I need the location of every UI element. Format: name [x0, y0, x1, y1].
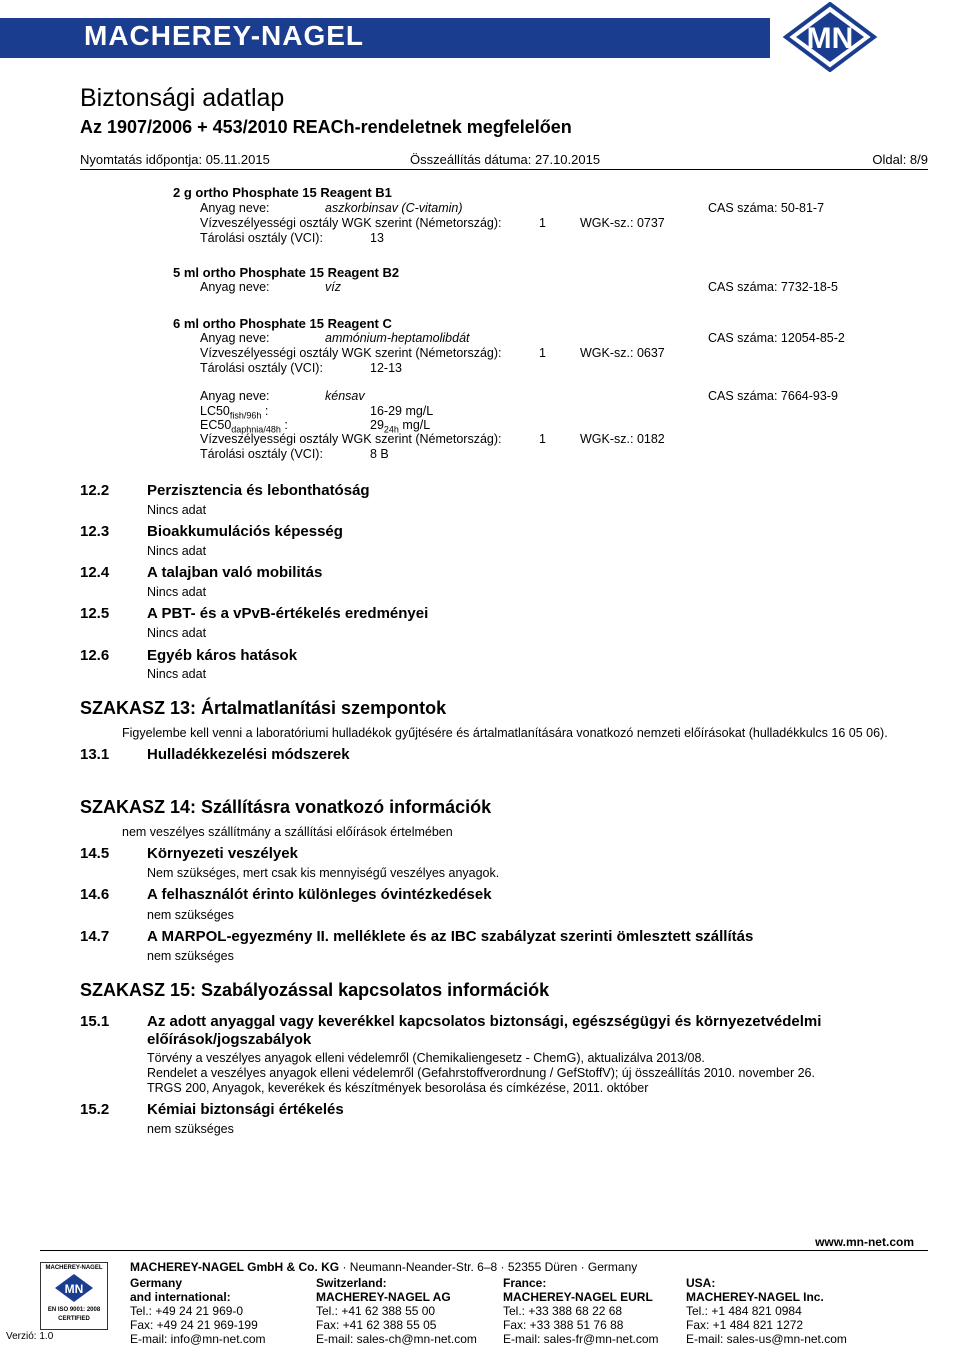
c2-lc50-value: 16-29 mg/L — [370, 404, 434, 418]
section-15-heading: SZAKASZ 15: Szabályozással kapcsolatos információk — [80, 980, 550, 1000]
s15-1-number: 15.1 — [80, 1013, 110, 1030]
c-wgk-label: Vízveszélyességi osztály WGK szerint (Németország): — [200, 346, 502, 360]
c2-wgk-label: Vízveszélyességi osztály WGK szerint (Németország): — [200, 432, 502, 446]
s12-3-title: Bioakkumulációs képesség — [147, 523, 343, 540]
document-version: Verzió: 1.0 — [6, 1331, 54, 1342]
badge-brand: MACHEREY-NAGEL — [45, 1265, 103, 1271]
s14-5-text: Nem szükséges, mert csak kis mennyiségű veszélyes anyagok. — [147, 866, 500, 880]
b1-wgk-value: 1 — [539, 216, 546, 230]
c2-wgk-number: WGK-sz.: 0182 — [580, 432, 665, 446]
section-13-text: Figyelembe kell venni a laboratóriumi hulladékok gyűjtésére és ártalmatlanítására vonatkozó nemzeti előírásokat (hulladékkulcs 16 05 06). — [122, 726, 888, 740]
reagent-c-title: 6 ml ortho Phosphate 15 Reagent C — [173, 316, 392, 331]
s14-7-number: 14.7 — [80, 928, 110, 945]
s14-7-text: nem szükséges — [147, 949, 234, 963]
s12-3-text: Nincs adat — [147, 544, 207, 558]
footer-contact-france: France: MACHEREY-NAGEL EURL Tel.: +33 388 68 22 68 Fax: +33 388 51 76 88 E-mail: sales-fr@mn-net.com — [503, 1276, 659, 1346]
c2-ec50-label: $EC50_{daphnia/48h}$ : — [200, 418, 288, 435]
s12-6-title: Egyéb káros hatások — [147, 647, 298, 664]
document-title: Biztonsági adatlap — [80, 84, 285, 112]
s13-1-title: Hulladékkezelési módszerek — [147, 746, 350, 763]
c2-cas: CAS száma: 7664-93-9 — [708, 389, 838, 403]
section-14-text: nem veszélyes szállítmány a szállítási előírások értelmében — [122, 825, 453, 839]
s12-2-number: 12.2 — [80, 482, 110, 499]
s12-5-number: 12.5 — [80, 605, 110, 622]
s14-5-number: 14.5 — [80, 845, 110, 862]
b2-name-label: Anyag neve: — [200, 280, 270, 294]
b2-cas: CAS száma: 7732-18-5 — [708, 280, 838, 294]
c2-name-label: Anyag neve: — [200, 389, 270, 403]
badge-certified: CERTIFIED — [58, 1316, 90, 1322]
c-storage-label: Tárolási osztály (VCI): — [200, 361, 323, 375]
s15-1-line: Törvény a veszélyes anyagok elleni védelemről (Chemikaliengesetz - ChemG), aktualizálva 2013/08. — [147, 1051, 705, 1065]
s15-2-number: 15.2 — [80, 1101, 110, 1118]
logo-text: MN — [806, 22, 854, 55]
c-substance-name: ammónium-heptamolibdát — [325, 331, 470, 345]
footer-contact-usa: USA: MACHEREY-NAGEL Inc. Tel.: +1 484 821 0984 Fax: +1 484 821 1272 E-mail: sales-us@mn-net.com — [686, 1276, 847, 1346]
s12-5-text: Nincs adat — [147, 626, 207, 640]
b1-storage-label: Tárolási osztály (VCI): — [200, 231, 323, 245]
c-wgk-value: 1 — [539, 346, 546, 360]
s12-4-number: 12.4 — [80, 564, 110, 581]
s13-1-number: 13.1 — [80, 746, 110, 763]
c-wgk-number: WGK-sz.: 0637 — [580, 346, 665, 360]
footer-contact-switzerland: Switzerland: MACHEREY-NAGEL AG Tel.: +41 62 388 55 00 Fax: +41 62 388 55 05 E-mail: sales-ch@mn-net.com — [316, 1276, 477, 1346]
s14-5-title: Környezeti veszélyek — [147, 845, 298, 862]
s12-3-number: 12.3 — [80, 523, 110, 540]
s14-6-text: nem szükséges — [147, 908, 234, 922]
svg-text:MN: MN — [64, 1282, 84, 1296]
s12-2-title: Perzisztencia és lebonthatóság — [147, 482, 370, 499]
b1-wgk-number: WGK-sz.: 0737 — [580, 216, 665, 230]
c2-ec50-value: $29_{24h}$ mg/L — [370, 418, 431, 435]
reagent-b2-title: 5 ml ortho Phosphate 15 Reagent B2 — [173, 265, 400, 280]
s14-6-title: A felhasználót érinto különleges óvintézkedések — [147, 886, 492, 903]
badge-logo-icon — [54, 1273, 94, 1303]
badge-iso: EN ISO 9001: 2008 — [47, 1307, 101, 1313]
footer-contact-germany: Germany and international: Tel.: +49 24 21 969-0 Fax: +49 24 21 969-199 E-mail: info@mn-net.com — [130, 1276, 266, 1346]
s12-4-text: Nincs adat — [147, 585, 207, 599]
page-number: Oldal: 8/9 — [872, 152, 928, 167]
b2-substance-name: víz — [325, 280, 341, 294]
s12-6-text: Nincs adat — [147, 667, 207, 681]
s14-7-title: A MARPOL-egyezmény II. melléklete és az IBC szabályzat szerinti ömlesztett szállítás — [147, 928, 754, 945]
s15-1-line: TRGS 200, Anyagok, keverékek és készítmények besorolása és címkézése, 2011. október — [147, 1081, 649, 1095]
s15-1-line: Rendelet a veszélyes anyagok elleni védelemről (Gefahrstoffverordnung / GefStoffV); új összeállítás 2010. november 26. — [147, 1066, 815, 1080]
header-divider — [80, 169, 928, 170]
s12-6-number: 12.6 — [80, 647, 110, 664]
c2-wgk-value: 1 — [539, 432, 546, 446]
document-subtitle: Az 1907/2006 + 453/2010 REACh-rendeletnek megfelelően — [80, 117, 572, 137]
b1-substance-name: aszkorbinsav (C-vitamin) — [325, 201, 463, 215]
s12-2-text: Nincs adat — [147, 503, 207, 517]
footer-company: MACHEREY-NAGEL GmbH & Co. KG · Neumann-Neander-Str. 6–8 · 52355 Düren · Germany — [130, 1260, 638, 1274]
print-date: Nyomtatás időpontja: 05.11.2015 — [80, 152, 270, 167]
b1-name-label: Anyag neve: — [200, 201, 270, 215]
s14-6-number: 14.6 — [80, 886, 110, 903]
brand-banner — [0, 0, 960, 70]
s12-4-title: A talajban való mobilitás — [147, 564, 323, 581]
b1-cas: CAS száma: 50-81-7 — [708, 201, 825, 215]
c2-storage-value: 8 B — [370, 447, 389, 461]
s15-1-title-line1: Az adott anyaggal vagy keverékkel kapcsolatos biztonsági, egészségügyi és környezetvédelmi — [147, 1013, 822, 1030]
reagent-b1-title: 2 g ortho Phosphate 15 Reagent B1 — [173, 185, 392, 200]
s15-1-title-line2: előírások/jogszabályok — [147, 1031, 312, 1048]
s15-2-text: nem szükséges — [147, 1122, 234, 1136]
b1-storage-value: 13 — [370, 231, 384, 245]
footer-website: www.mn-net.com — [815, 1235, 914, 1249]
c2-storage-label: Tárolási osztály (VCI): — [200, 447, 323, 461]
iso-certificate-badge — [40, 1262, 108, 1330]
s15-2-title: Kémiai biztonsági értékelés — [147, 1101, 344, 1118]
c-name-label: Anyag neve: — [200, 331, 270, 345]
c2-substance-name: kénsav — [325, 389, 365, 403]
b1-wgk-label: Vízveszélyességi osztály WGK szerint (Németország): — [200, 216, 502, 230]
s12-5-title: A PBT- és a vPvB-értékelés eredményei — [147, 605, 429, 622]
section-13-heading: SZAKASZ 13: Ártalmatlanítási szempontok — [80, 698, 447, 718]
brand-name: MACHEREY-NAGEL — [84, 20, 365, 51]
mn-logo-icon — [782, 2, 878, 72]
c-cas: CAS száma: 12054-85-2 — [708, 331, 845, 345]
footer-divider — [40, 1250, 928, 1251]
c-storage-value: 12-13 — [370, 361, 402, 375]
c2-lc50-label: $LC50_{fish/96h}$ : — [200, 404, 269, 421]
compile-date: Összeállítás dátuma: 27.10.2015 — [410, 152, 601, 167]
section-14-heading: SZAKASZ 14: Szállításra vonatkozó információk — [80, 797, 492, 817]
